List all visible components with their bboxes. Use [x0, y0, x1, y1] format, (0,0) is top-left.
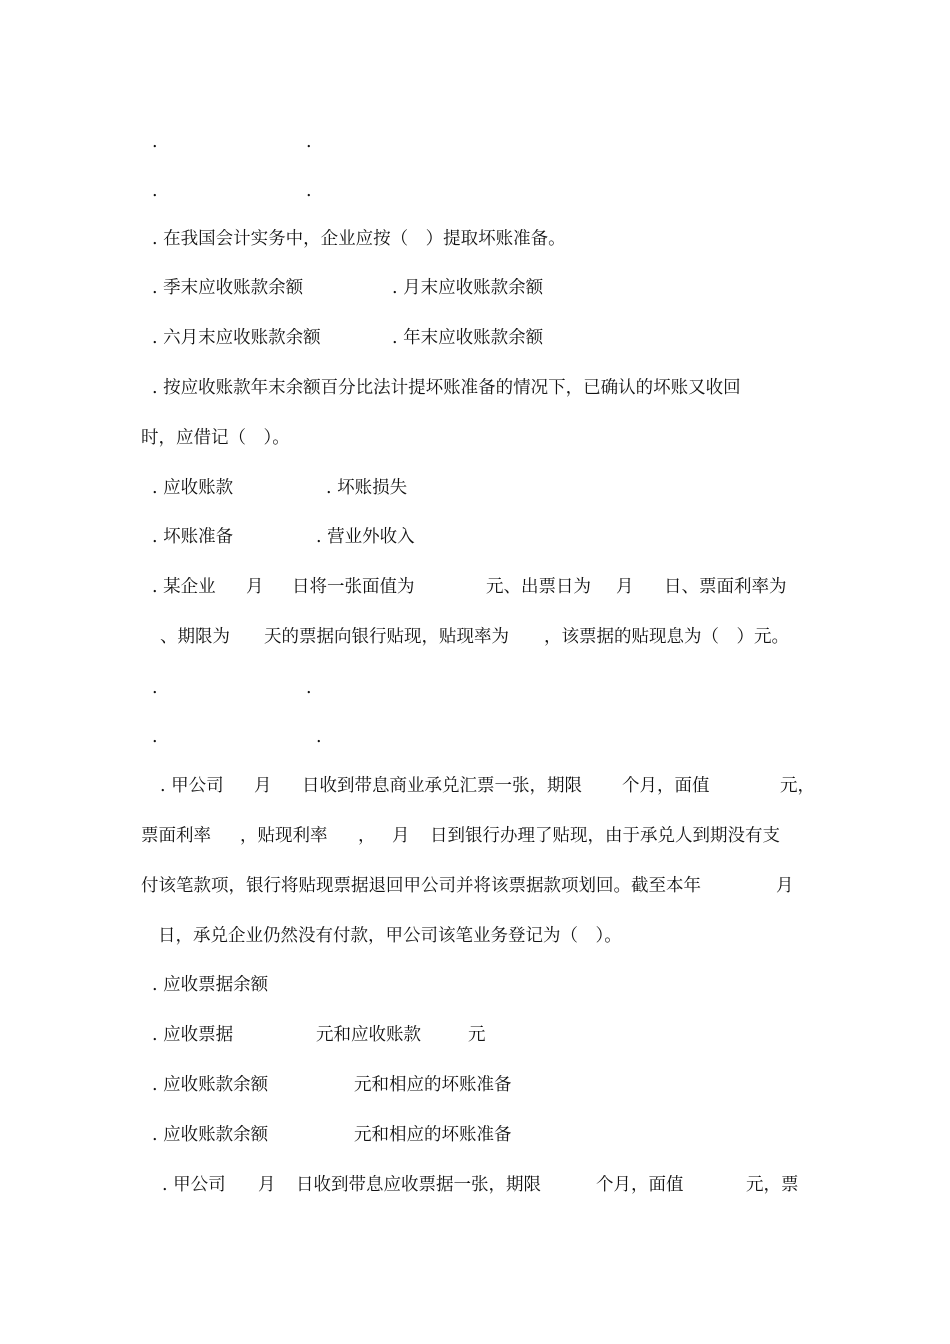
answer-options: [0, 724, 950, 750]
text-segment: 日将一张面值为: [292, 577, 415, 597]
option-a: . 季末应收账款余额: [152, 278, 304, 298]
answer-option-a: [0, 972, 950, 998]
option-c: . 坏账准备: [152, 527, 234, 547]
answer-options: [0, 275, 950, 301]
option-b: . 应收票据: [152, 1025, 234, 1045]
text-segment: 、期限为: [160, 627, 230, 647]
option-b: . 坏账损失: [326, 478, 408, 498]
text-segment: 元: [468, 1025, 486, 1045]
text-segment: 时，应借记（ ）。: [141, 428, 290, 448]
answer-option-d: [0, 1122, 950, 1148]
text-segment: .: [152, 132, 158, 152]
question-text: [0, 773, 950, 799]
text-segment: 月: [254, 776, 272, 796]
text-segment: 元，票: [746, 1175, 799, 1195]
text-segment: . 按应收账款年末余额百分比法计提坏账准备的情况下，已确认的坏账又收回: [152, 378, 741, 398]
answer-options: [0, 675, 950, 701]
option-c: .: [152, 727, 158, 747]
text-segment: . 甲公司: [160, 776, 224, 796]
option-c: . 应收账款余额: [152, 1075, 269, 1095]
text-segment: 个月，面值: [596, 1175, 684, 1195]
text-segment: 票面利率: [141, 826, 211, 846]
option-d: . 年末应收账款余额: [392, 328, 544, 348]
option-b: . 月末应收账款余额: [392, 278, 544, 298]
text-segment: 日、票面利率为: [664, 577, 787, 597]
question-text: [0, 1172, 950, 1198]
text-segment: ，该票据的贴现息为（ ）元。: [544, 627, 789, 647]
question-text: [0, 873, 950, 899]
question-text: [0, 226, 950, 252]
text-segment: 日，承兑企业仍然没有付款，甲公司该笔业务登记为（ ）。: [158, 926, 622, 946]
text-segment: 月: [616, 577, 634, 597]
option-a: . 应收票据余额: [152, 975, 269, 995]
text-segment: . 在我国会计实务中，企业应按（ ）提取坏账准备。: [152, 229, 566, 249]
answer-options: [0, 524, 950, 550]
question-text: [0, 574, 950, 600]
text-line: [0, 178, 950, 204]
question-text: [0, 375, 950, 401]
text-segment: ，: [358, 826, 376, 846]
text-segment: .: [152, 181, 158, 201]
text-segment: .: [306, 132, 312, 152]
text-segment: 月: [392, 826, 410, 846]
answer-option-c: [0, 1072, 950, 1098]
text-segment: 月: [776, 876, 794, 896]
text-segment: 个月，面值: [622, 776, 710, 796]
text-segment: 月: [258, 1175, 276, 1195]
text-segment: 月: [246, 577, 264, 597]
answer-option-b: [0, 1022, 950, 1048]
text-segment: . 某企业: [152, 577, 216, 597]
question-text: [0, 923, 950, 949]
question-text: [0, 823, 950, 849]
question-text: [0, 624, 950, 650]
option-d: .: [316, 727, 322, 747]
option-c: . 六月末应收账款余额: [152, 328, 321, 348]
text-segment: 元、出票日为: [486, 577, 591, 597]
text-segment: . 甲公司: [162, 1175, 226, 1195]
answer-options: [0, 325, 950, 351]
answer-options: [0, 475, 950, 501]
text-segment: 日到银行办理了贴现，由于承兑人到期没有支: [430, 826, 780, 846]
question-text: [0, 425, 950, 451]
option-d: . 营业外收入: [316, 527, 415, 547]
option-a: . 应收账款: [152, 478, 234, 498]
text-segment: 日收到带息商业承兑汇票一张，期限: [302, 776, 582, 796]
text-segment: 付该笔款项，银行将贴现票据退回甲公司并将该票据款项划回。截至本年: [141, 876, 701, 896]
option-b: .: [306, 678, 312, 698]
text-segment: ，贴现利率: [240, 826, 328, 846]
option-d: . 应收账款余额: [152, 1125, 269, 1145]
option-a: .: [152, 678, 158, 698]
text-segment: 天的票据向银行贴现，贴现率为: [264, 627, 509, 647]
text-segment: 元和相应的坏账准备: [354, 1125, 512, 1145]
text-segment: 元，: [780, 776, 815, 796]
text-segment: .: [306, 181, 312, 201]
text-segment: 元和相应的坏账准备: [354, 1075, 512, 1095]
text-line: [0, 129, 950, 155]
text-segment: 元和应收账款: [316, 1025, 421, 1045]
text-segment: 日收到带息应收票据一张，期限: [296, 1175, 541, 1195]
